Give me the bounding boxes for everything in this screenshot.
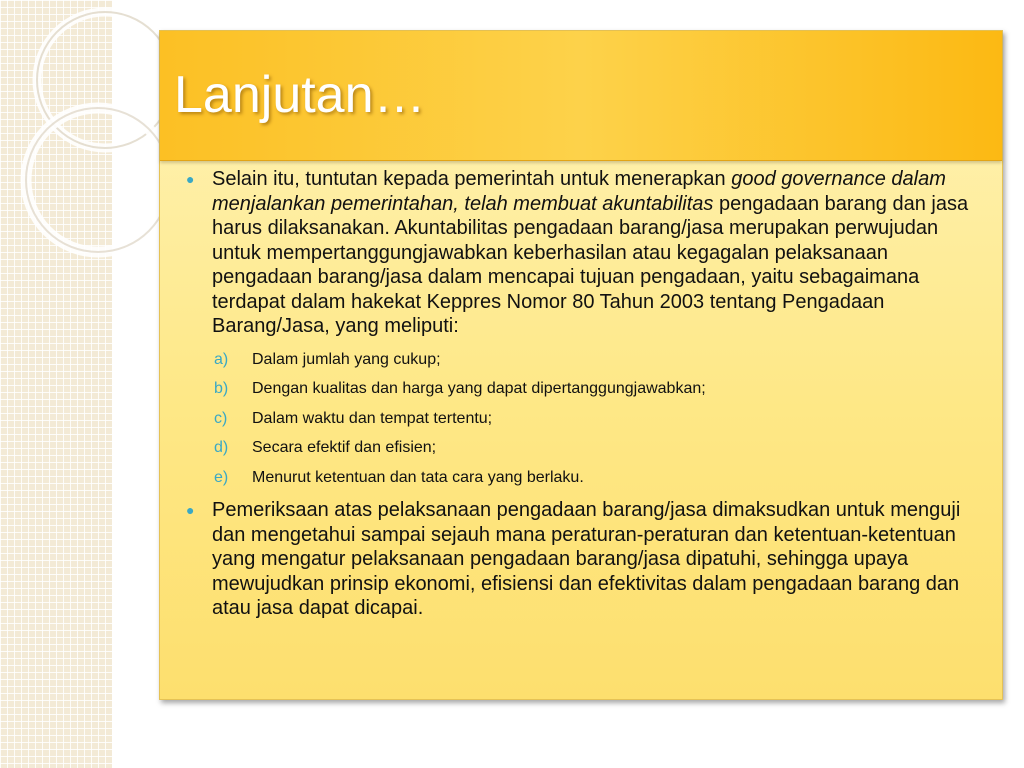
sub-list: [184, 345, 992, 493]
sub-list-marker: a): [214, 350, 229, 368]
bullet-paragraph-1: [184, 167, 992, 339]
sub-list-marker: d): [214, 439, 229, 456]
sub-list-marker: e): [214, 468, 229, 486]
sub-list-item: [214, 463, 992, 493]
sub-list-text: Menurut ketentuan dan tata cara yang berlaku.: [252, 468, 584, 486]
bullet-1-text-end: pengadaan barang dan jasa harus dilaksanakan. Akuntabilitas pengadaan barang/jasa merupakan perwujudan untuk mempertanggungjawabkan keberhasilan atau kegagalan pelaksanaan pengadaan barang/jasa dalam mencapai tujuan pengadaan, yaitu sebagaimana terdapat dalam hakekat Keppres Nomor 80 Tahun 2003 tentang Pengadaan Barang/Jasa, yang meliputi:: [212, 192, 969, 337]
sub-list-text: Secara efektif dan efisien;: [252, 439, 437, 456]
bullet-dot-icon: ●: [186, 502, 195, 518]
slide-body: [184, 167, 992, 621]
sub-list-item: [214, 345, 992, 375]
slide-title: Lanjutan…: [174, 66, 426, 124]
sub-list-item: [214, 374, 992, 404]
sub-list-marker: b): [214, 380, 229, 397]
side-pattern-decoration: [0, 0, 114, 768]
sub-list-item: [214, 404, 992, 434]
bullet-2-text: Pemeriksaan atas pelaksanaan pengadaan barang/jasa dimaksudkan untuk menguji dan mengetahui sampai sejauh mana peraturan-peraturan dan ketentuan-ketentuan yang mengatur pelaksanaan pengadaan barang/jasa dipatuhi, sehingga upaya mewujudkan prinsip ekonomi, efisiensi dan efektivitas dalam pengadaan barang dan atau jasa dapat dicapai.: [212, 499, 961, 619]
title-bar: [160, 31, 1002, 161]
content-box: [159, 30, 1003, 700]
sub-list-text: Dengan kualitas dan harga yang dapat dipertanggungjawabkan;: [252, 380, 706, 397]
sub-list-item: [214, 433, 992, 463]
bullet-dot-icon: ●: [186, 171, 195, 187]
sub-list-text: Dalam waktu dan tempat tertentu;: [252, 409, 493, 427]
sub-list-text: Dalam jumlah yang cukup;: [252, 350, 441, 368]
bullet-paragraph-2: [184, 498, 992, 621]
sub-list-marker: c): [214, 409, 228, 427]
bullet-1-italic-text: good governance dalam menjalankan pemerintahan, telah membuat akuntabilitas: [212, 168, 946, 215]
bullet-1-text-start: Selain itu, tuntutan kepada pemerintah untuk menerapkan: [212, 168, 732, 190]
